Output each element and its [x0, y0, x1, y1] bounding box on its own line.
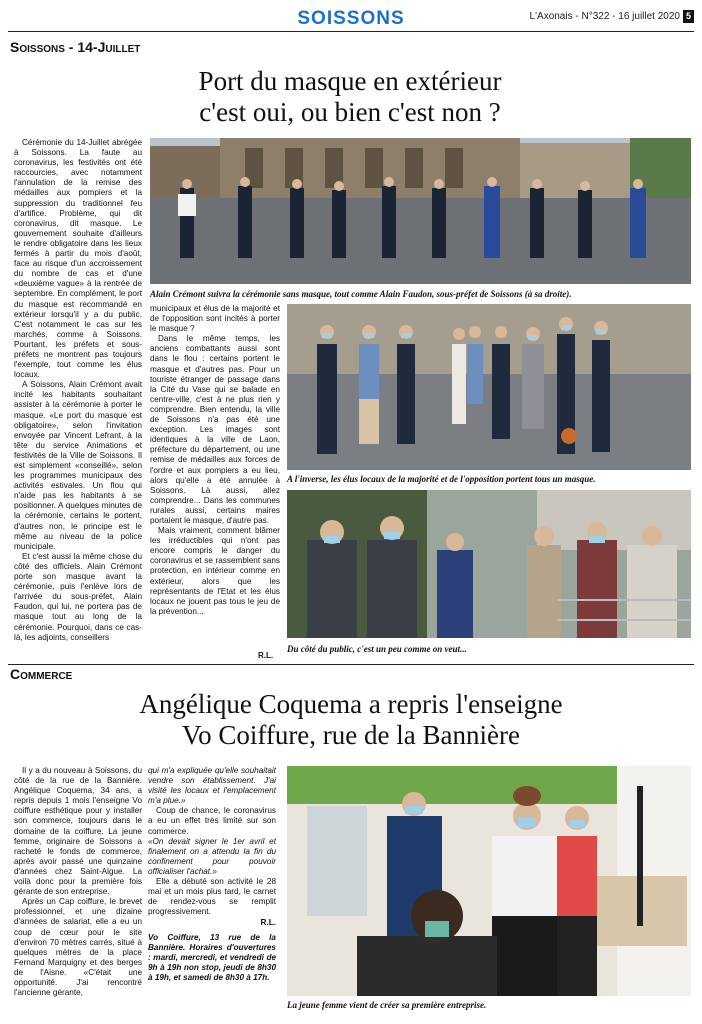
- brand-title: SOISSONS: [297, 8, 405, 29]
- caption-3: Du côté du public, c'est un peu comme on veut...: [287, 644, 467, 654]
- salon-illustration: [287, 766, 691, 996]
- quote-paragraph: qui m'a expliquée qu'elle souhaitait vendre son établissement. J'ai visité les locaux et l'emplacement m'a plue.»: [148, 766, 276, 806]
- article2-headline: [60, 689, 642, 751]
- section-title: Soissons - 14-Juillet: [10, 39, 141, 55]
- paragraph: municipaux et élus de la majorité et de l'opposition sont incités à porter le masque ?: [150, 304, 280, 334]
- article1-column-1: [14, 138, 142, 658]
- officials-illustration: [287, 304, 691, 470]
- paragraph: A Soissons, Alain Crémont avait incité les habitants souhaitant assister à la cérémonie à porter le masque. «Le port du masque est obligatoire», selon l'invitation envoyée par Vincent Lefrant, à la tête du service Animations et festivités de la Ville de Soissons. Il est simplement «conseillé», selon les programmes municipaux des activités estivales. Un flou qui n'aide pas les habitants à se positionner. A quelques minutes de la cérémonie, certains le portent, d'autres non, le principe est le même au niveau de la police municipale.: [14, 380, 142, 551]
- page-number: 5: [683, 10, 694, 23]
- article2-column-2: [148, 766, 276, 1014]
- caption-1: Alain Crémont suivra la cérémonie sans masque, tout comme Alain Faudon, sous-préfet de Soissons (à sa droite).: [150, 289, 572, 299]
- paragraph: Après un Cap coiffure, le brevet professionnel, et une dizaine d'années de salariat, elle a eu un coup de cœur pour le site d'environ 70 mètres carrés, situé à quelques mètres de la place Fernand Marquigny et des berges de l'Aisne. «C'était une opportunité. J'ai rencontré l'ancienne gérante,: [14, 897, 142, 998]
- section-divider: [8, 664, 694, 665]
- signature: R.L.: [260, 918, 276, 928]
- article1-column-2: [150, 304, 280, 650]
- crowd-illustration: [287, 490, 691, 638]
- headline-line: Angélique Coquema a repris l'enseigne: [139, 689, 563, 719]
- article2-column-1: [14, 766, 142, 1014]
- quote-paragraph: «On devait signer le 1er avril et finalement on a attendu la fin du confinement pour pouvoir officialiser l'achat.»: [148, 836, 276, 876]
- paragraph: Mais vraiment, comment blâmer les irréductibles qui n'ont pas encore compris le danger du coronavirus et se rassemblent sans protection, en intérieur comme en extérieur, alors que les représentants de l'Etat et les élus locaux ne jouent pas tous le jeu de la prévention...: [150, 526, 280, 616]
- headline-line: Vo Coiffure, rue de la Bannière: [182, 720, 520, 750]
- headline-line: c'est oui, ou bien c'est non ?: [199, 97, 501, 127]
- headline-line: Port du masque en extérieur: [198, 66, 502, 96]
- paragraph: Dans le même temps, les anciens combattants aussi sont dans le flou : certains portent le masque et d'autres pas. Pour un touriste étranger de passage dans la Cité du Vase qui se balade en centre-ville, c'est à ne plus rien y comprendre. Bien entendu, la ville de Soissons n'a pas été une exception. Les images sont identiques à la ville de Laon, préfecture du département, ou une remise de médailles aux forces de l'ordre et aux pompiers a eu lieu, alors qu'elle a été annulée à Soissons. Là aussi, allez comprendre... Dans les communes rurales aussi, certains maires portaient le masque, d'autre pas.: [150, 334, 280, 525]
- shop-info: Vo Coiffure, 13 rue de la Bannière. Horaires d'ouvertures : mardi, mercredi, et vendredi de 9h à 19h non stop, jeudi de 8h30 à 19h, et samedi de 8h30 à 17h.: [148, 932, 276, 982]
- article1-headline: [100, 66, 600, 128]
- paragraph: Elle a débuté son activité le 28 mai et un mois plus tard, le carnet de rendez-vous se remplit progressivement.: [148, 877, 276, 917]
- page-header: [8, 6, 694, 32]
- elected-officials-photo: [287, 304, 691, 470]
- hairdresser-photo: [287, 766, 691, 996]
- paragraph: Cérémonie du 14-Juillet abrégée à Soissons. La faute au coronavirus, les festivités ont été raccourcies, avec notamment l'annulation de la remise des médailles aux pompiers et la suppression du traditionnel feu d'artifice. Problème, qui dit coronavirus, dit masque. Le gouvernement souhaite d'ailleurs le rendre obligatoire dans les lieux fermés à partir du mois d'août, face au risque d'un accroissement du nombre de cas et d'une «deuxième vague» à la rentrée de septembre. En complément, le port du masque est recommandé en extérieur lorsqu'il y a du public. C'est notamment le cas sur les marchés, comme à Soissons. Pourtant, les préfets et sous-préfets ne montrent pas toujours l'exemple, tout comme les élus locaux.: [14, 138, 142, 380]
- section-title: Commerce: [10, 666, 73, 682]
- paragraph: Il y a du nouveau à Soissons, du côté de la rue de la Bannière. Angélique Coquema, 34 ans, a repris depuis 1 mois l'enseigne Vo coiffure esthétique pour y installer son commerce, toujours dans le domaine de la coiffure. La jeune femme, originaire de Soissons a racheté le fonds de commerce, après avoir passé une quinzaine d'années chez Saint-Algue. La voilà donc pour la première fois gérante de son entreprise.: [14, 766, 142, 897]
- paragraph: Coup de chance, le coronavirus a eu un effet très limité sur son commerce.: [148, 806, 276, 836]
- paragraph: Et c'est aussi la même chose du côté des officiels. Alain Crémont porte son masque avant la cérémonie, puis l'enlève lors de l'arrivée du sous-préfet, Alain Faudon, qui lui, ne portera pas de masque tout au long de la cérémonie. Pourquoi, dans ce cas-là, les adjoints, conseillers: [14, 551, 142, 642]
- ceremony-illustration: [150, 138, 691, 284]
- ceremony-photo: [150, 138, 691, 284]
- issue-info: L'Axonais - N°322 - 16 juillet 2020: [529, 11, 680, 22]
- caption-4: La jeune femme vient de créer sa première entreprise.: [287, 1000, 487, 1010]
- signature: R.L.: [258, 651, 274, 660]
- public-crowd-photo: [287, 490, 691, 638]
- caption-2: A l'inverse, les élus locaux de la majorité et de l'opposition portent tous un masque.: [287, 474, 596, 484]
